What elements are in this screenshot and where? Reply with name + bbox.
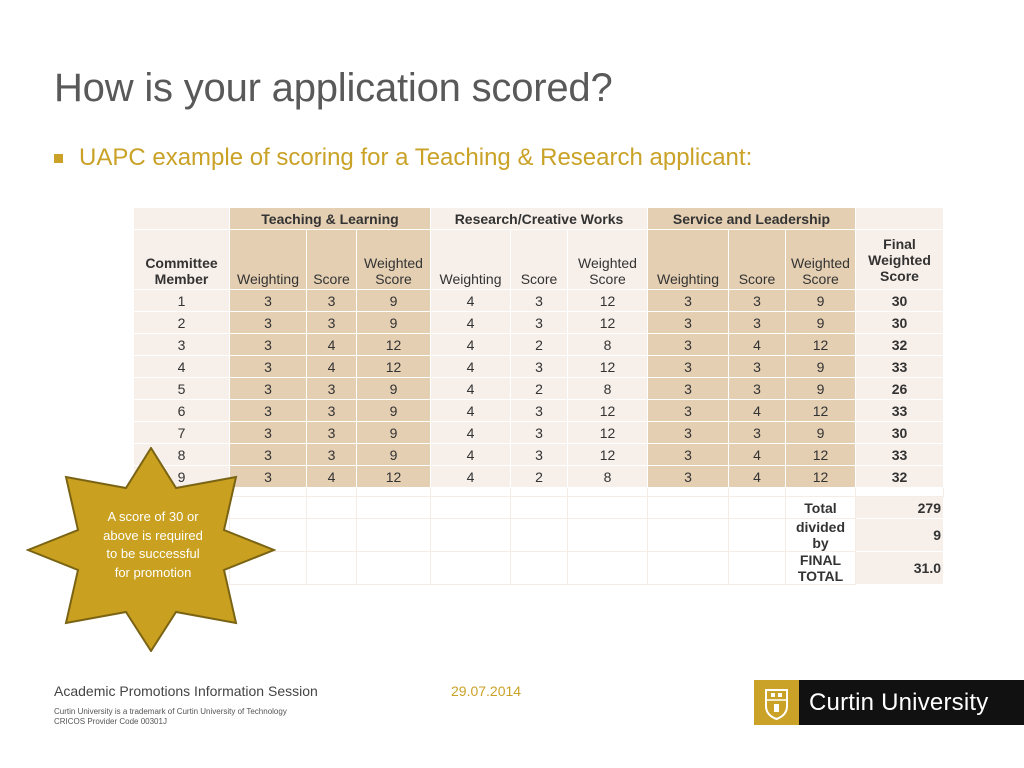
empty-cell [568, 488, 648, 497]
rcw-weighted-score: 12 [568, 290, 648, 312]
sl-weighting: 3 [648, 466, 729, 488]
tl-weighted-score: 9 [357, 422, 431, 444]
tl-score: 3 [307, 400, 357, 422]
member-row [134, 400, 944, 422]
tl-weighting: 3 [230, 400, 307, 422]
tl-score: 3 [307, 422, 357, 444]
rcw-weighting: 4 [431, 290, 511, 312]
tl-weighted-score: 9 [357, 378, 431, 400]
tl-score: 3 [307, 444, 357, 466]
tl-weighted-score: 9 [357, 444, 431, 466]
empty-cell [648, 519, 729, 552]
member-number: 5 [134, 378, 230, 400]
score-header: Score [729, 230, 786, 290]
final-weighted-score-header: Final Weighted Score [856, 230, 944, 290]
sl-weighted-score: 9 [786, 378, 856, 400]
footer-date: 29.07.2014 [451, 683, 522, 699]
rcw-weighted-score: 12 [568, 400, 648, 422]
empty-cell [431, 497, 511, 519]
summary-value: 31.0 [856, 552, 944, 585]
member-row [134, 312, 944, 334]
sl-score: 4 [729, 466, 786, 488]
trademark-text: Curtin University is a trademark of Curtin University of Technology [54, 707, 287, 716]
rcw-score: 3 [511, 422, 568, 444]
sl-weighted-score: 9 [786, 422, 856, 444]
rcw-score: 2 [511, 334, 568, 356]
member-number: 6 [134, 400, 230, 422]
rcw-weighting: 4 [431, 400, 511, 422]
curtin-wordmark [799, 680, 1024, 725]
blank-header-cell [856, 208, 944, 230]
sl-weighting: 3 [648, 290, 729, 312]
member-number: 8 [134, 444, 230, 466]
final-score: 33 [856, 400, 944, 422]
sl-weighted-score: 12 [786, 466, 856, 488]
empty-cell [648, 488, 729, 497]
tl-weighted-score: 9 [357, 312, 431, 334]
sl-weighting: 3 [648, 400, 729, 422]
rcw-score: 3 [511, 444, 568, 466]
rcw-weighted-score: 12 [568, 356, 648, 378]
member-number: 4 [134, 356, 230, 378]
tl-weighting: 3 [230, 378, 307, 400]
curtin-crest-logo [754, 680, 799, 725]
group-research-creative: Research/Creative Works [431, 208, 648, 230]
weighted-score-header: Weighted Score [568, 230, 648, 290]
sl-score: 4 [729, 334, 786, 356]
empty-cell [856, 488, 944, 497]
footer-legal [54, 707, 287, 727]
empty-cell [729, 497, 786, 519]
rcw-weighted-score: 12 [568, 312, 648, 334]
empty-cell [307, 488, 357, 497]
final-score: 30 [856, 290, 944, 312]
final-score: 32 [856, 466, 944, 488]
score-header: Score [511, 230, 568, 290]
rcw-weighting: 4 [431, 466, 511, 488]
empty-cell [511, 552, 568, 585]
tl-score: 4 [307, 356, 357, 378]
tl-score: 3 [307, 312, 357, 334]
empty-cell [511, 519, 568, 552]
summary-label: FINAL TOTAL [786, 552, 856, 585]
tl-score: 3 [307, 290, 357, 312]
member-row [134, 378, 944, 400]
rcw-score: 2 [511, 466, 568, 488]
summary-label: Total [786, 497, 856, 519]
weighted-score-header: Weighted Score [357, 230, 431, 290]
sl-score: 3 [729, 378, 786, 400]
sl-score: 3 [729, 290, 786, 312]
tl-weighting: 3 [230, 290, 307, 312]
sl-weighted-score: 12 [786, 400, 856, 422]
tl-weighting: 3 [230, 422, 307, 444]
empty-cell [357, 488, 431, 497]
summary-value: 279 [856, 497, 944, 519]
tl-weighted-score: 12 [357, 356, 431, 378]
weighting-header: Weighting [648, 230, 729, 290]
footer-session-title: Academic Promotions Information Session [54, 683, 318, 699]
sl-score: 4 [729, 444, 786, 466]
tl-weighted-score: 12 [357, 466, 431, 488]
summary-label: divided by [786, 519, 856, 552]
empty-cell [648, 497, 729, 519]
empty-cell [568, 497, 648, 519]
empty-cell [357, 552, 431, 585]
empty-cell [431, 488, 511, 497]
tl-weighting: 3 [230, 466, 307, 488]
final-score: 30 [856, 312, 944, 334]
sl-weighted-score: 9 [786, 290, 856, 312]
tl-weighting: 3 [230, 444, 307, 466]
rcw-score: 3 [511, 312, 568, 334]
member-row [134, 290, 944, 312]
empty-cell [511, 497, 568, 519]
empty-cell [307, 519, 357, 552]
member-row [134, 422, 944, 444]
sl-score: 3 [729, 312, 786, 334]
tl-weighted-score: 12 [357, 334, 431, 356]
final-score: 33 [856, 356, 944, 378]
member-row [134, 356, 944, 378]
sl-weighting: 3 [648, 356, 729, 378]
rcw-weighted-score: 8 [568, 334, 648, 356]
empty-cell [568, 519, 648, 552]
sl-score: 3 [729, 422, 786, 444]
rcw-weighting: 4 [431, 356, 511, 378]
final-score: 33 [856, 444, 944, 466]
callout-text: A score of 30 or above is required to be successful for promotion [103, 509, 203, 580]
empty-cell [786, 488, 856, 497]
tl-score: 4 [307, 466, 357, 488]
bullet-item [54, 144, 752, 172]
weighting-header: Weighting [230, 230, 307, 290]
sl-weighted-score: 12 [786, 334, 856, 356]
sl-weighted-score: 12 [786, 444, 856, 466]
empty-cell [511, 488, 568, 497]
blank-header-cell [134, 208, 230, 230]
sl-score: 4 [729, 400, 786, 422]
sl-weighting: 3 [648, 444, 729, 466]
subheader-row [134, 230, 944, 290]
empty-cell [357, 497, 431, 519]
score-header: Score [307, 230, 357, 290]
summary-value: 9 [856, 519, 944, 552]
committee-member-header: Committee Member [134, 230, 230, 290]
rcw-weighting: 4 [431, 378, 511, 400]
rcw-weighting: 4 [431, 422, 511, 444]
rcw-weighted-score: 12 [568, 444, 648, 466]
weighting-header: Weighting [431, 230, 511, 290]
tl-weighted-score: 9 [357, 400, 431, 422]
rcw-weighted-score: 12 [568, 422, 648, 444]
empty-cell [729, 519, 786, 552]
member-number: 9 [134, 466, 230, 488]
final-score: 32 [856, 334, 944, 356]
tl-weighted-score: 9 [357, 290, 431, 312]
rcw-score: 3 [511, 400, 568, 422]
sl-weighting: 3 [648, 334, 729, 356]
group-teaching-learning: Teaching & Learning [230, 208, 431, 230]
rcw-score: 3 [511, 290, 568, 312]
sl-score: 3 [729, 356, 786, 378]
empty-cell [307, 552, 357, 585]
sl-weighted-score: 9 [786, 356, 856, 378]
tl-score: 3 [307, 378, 357, 400]
sl-weighting: 3 [648, 378, 729, 400]
tl-weighting: 3 [230, 312, 307, 334]
sl-weighting: 3 [648, 312, 729, 334]
weighted-score-header: Weighted Score [786, 230, 856, 290]
final-score: 26 [856, 378, 944, 400]
member-number: 3 [134, 334, 230, 356]
member-number: 7 [134, 422, 230, 444]
rcw-weighting: 4 [431, 334, 511, 356]
logo-text: Curtin University [809, 688, 989, 716]
rcw-weighted-score: 8 [568, 466, 648, 488]
square-bullet-icon [54, 154, 63, 163]
empty-cell [729, 488, 786, 497]
group-service-leadership: Service and Leadership [648, 208, 856, 230]
empty-cell [431, 552, 511, 585]
member-number: 2 [134, 312, 230, 334]
member-number: 1 [134, 290, 230, 312]
tl-weighting: 3 [230, 356, 307, 378]
member-row [134, 334, 944, 356]
empty-cell [307, 497, 357, 519]
crest-icon [754, 680, 799, 725]
cricos-text: CRICOS Provider Code 00301J [54, 717, 167, 726]
empty-cell [431, 519, 511, 552]
rcw-weighting: 4 [431, 312, 511, 334]
sl-weighted-score: 9 [786, 312, 856, 334]
rcw-score: 2 [511, 378, 568, 400]
rcw-weighting: 4 [431, 444, 511, 466]
empty-cell [357, 519, 431, 552]
slide-title: How is your application scored? [54, 66, 613, 110]
tl-weighting: 3 [230, 334, 307, 356]
rcw-weighted-score: 8 [568, 378, 648, 400]
group-header-row [134, 208, 944, 230]
empty-cell [648, 552, 729, 585]
bullet-text: UAPC example of scoring for a Teaching & Research applicant: [79, 144, 753, 171]
empty-cell [729, 552, 786, 585]
final-score: 30 [856, 422, 944, 444]
tl-score: 4 [307, 334, 357, 356]
rcw-score: 3 [511, 356, 568, 378]
sl-weighting: 3 [648, 422, 729, 444]
empty-cell [568, 552, 648, 585]
